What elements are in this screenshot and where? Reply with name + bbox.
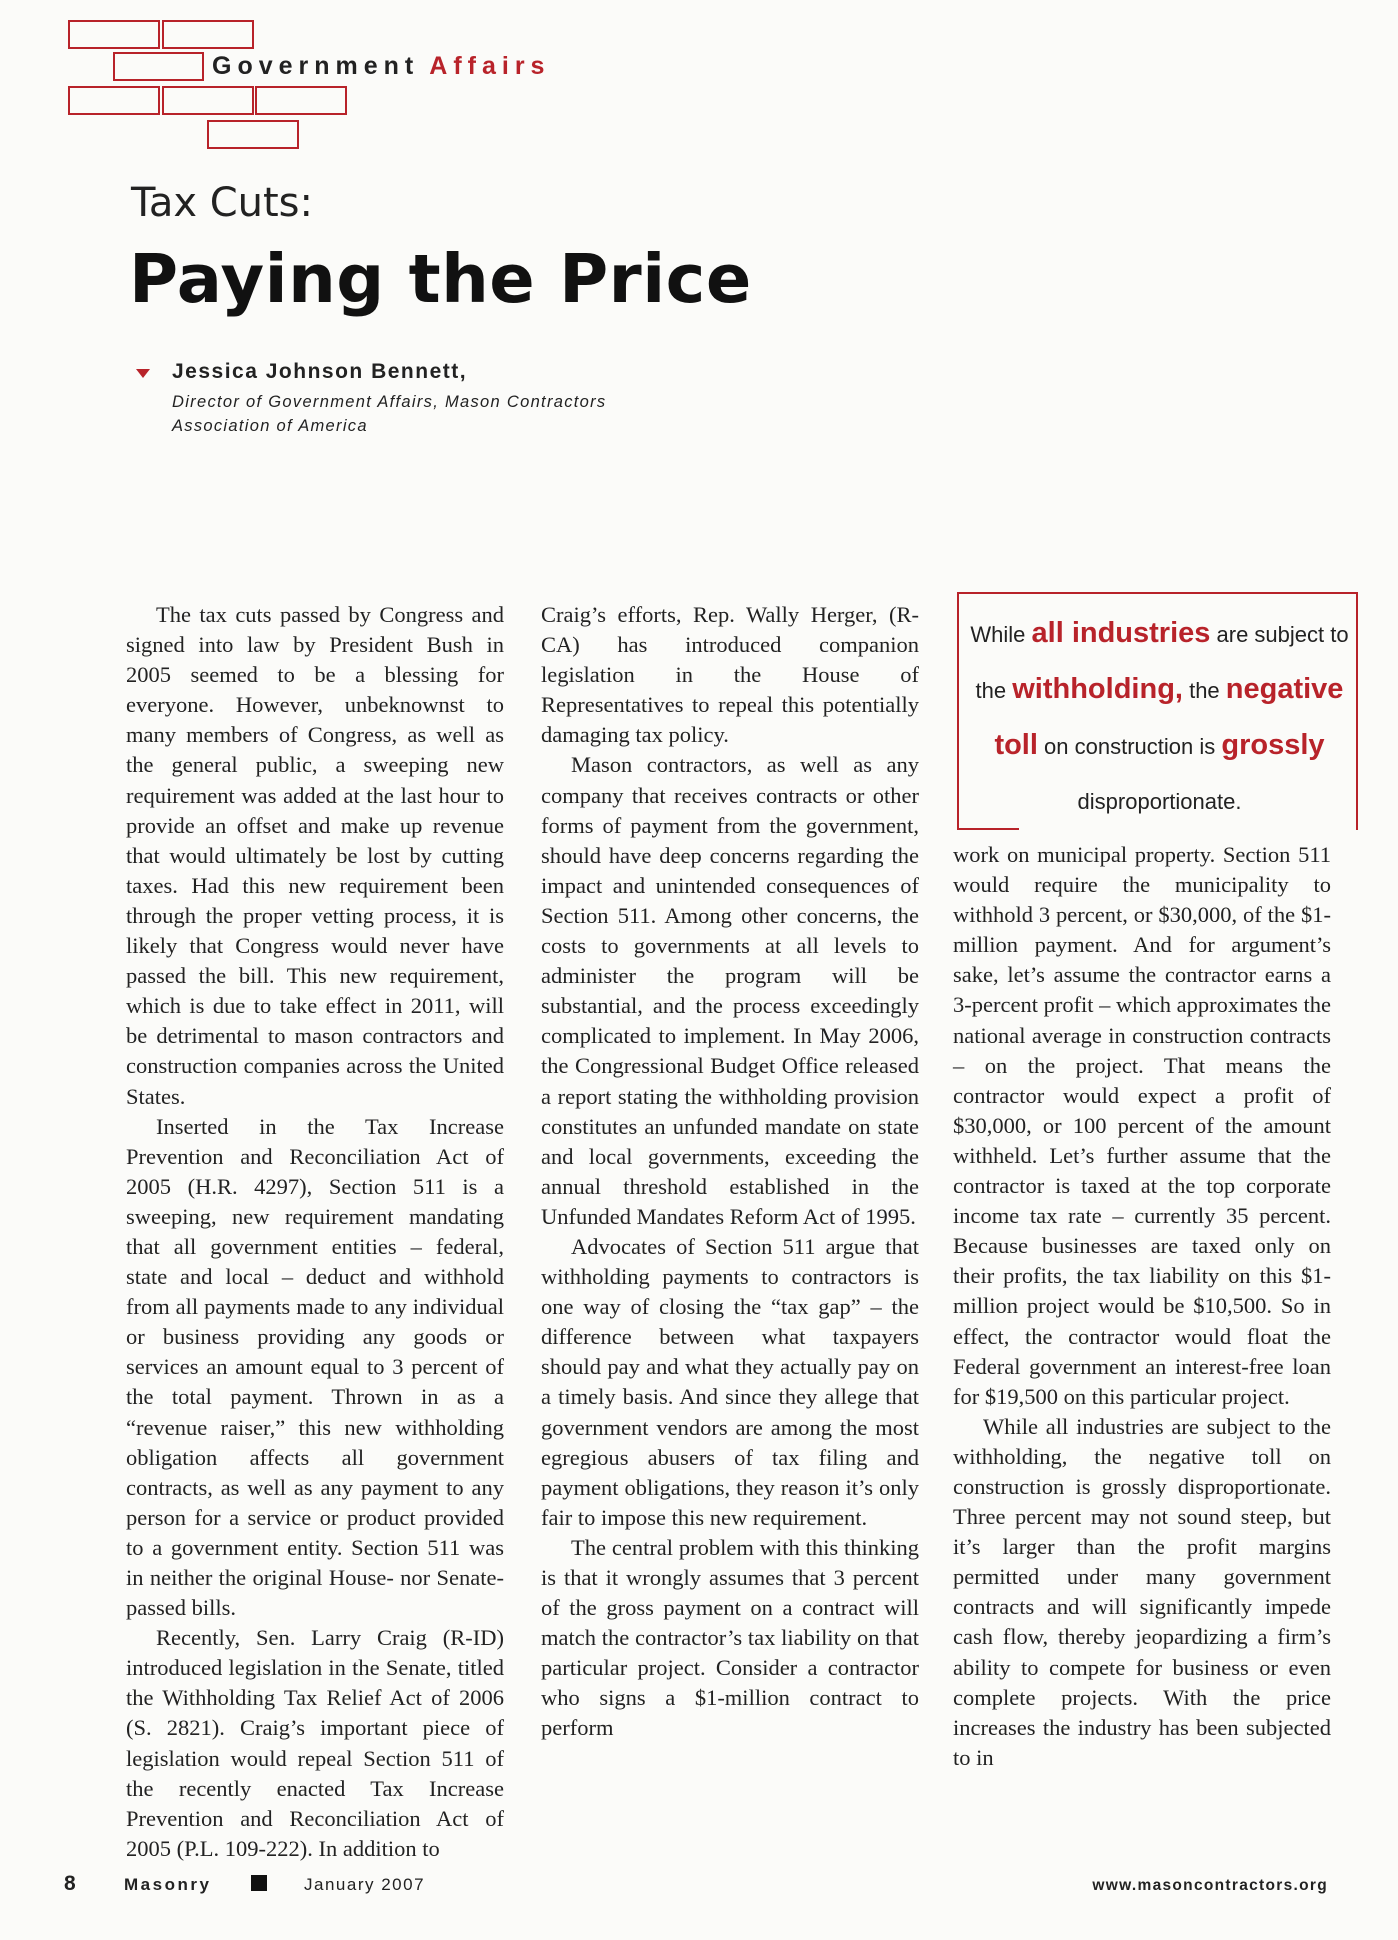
byline-title-line1: Director of Government Affairs, Mason Contractors bbox=[172, 393, 607, 411]
brick-icon bbox=[255, 86, 347, 115]
brick-icon bbox=[68, 20, 160, 49]
pull-quote-text: are subject to the bbox=[975, 622, 1349, 703]
section-label-word1: Government bbox=[212, 52, 420, 80]
paragraph: work on municipal property. Section 511 would require the municipality to withhold 3 percent, or $30,000, of the $1-million payment. And for argument’s sake, let’s assume the contractor earns a 3-percent profit – which approximates the national average in construction contracts – on the project. That means the contractor would expect a profit of $30,000, or 100 percent of the amount withheld. Let’s further assume that the contractor is taxed at the top corporate income tax rate – currently 35 percent. Because businesses are taxed only on their profits, the tax liability on this $1-million project would be $10,500. So in effect, the contractor would float the Federal government an interest-free loan for $19,500 on this particular project. bbox=[953, 842, 1331, 1409]
pull-quote-highlight: all industries bbox=[1031, 617, 1211, 649]
pull-quote-frame-left bbox=[957, 592, 959, 830]
byline-arrow-icon bbox=[136, 369, 150, 378]
brick-icon bbox=[162, 86, 254, 115]
pull-quote-text: disproportionate. bbox=[1077, 789, 1242, 814]
pull-quote-highlight: withholding, bbox=[1012, 673, 1183, 705]
pull-quote bbox=[962, 606, 1357, 829]
article-headline: Paying the Price bbox=[129, 240, 752, 318]
publication-name: Masonry bbox=[124, 1875, 212, 1894]
brick-icon bbox=[113, 52, 204, 81]
pull-quote-text: While bbox=[970, 622, 1032, 647]
paragraph: The central problem with this thinking is that it wrongly assumes that 3 percent of the gross payment on a contract will match the contractor’s tax liability on that particular project. Consider a contractor who signs a $1-million contract to perform bbox=[541, 1534, 919, 1741]
paragraph: Inserted in the Tax Increase Prevention and Reconciliation Act of 2005 (H.R. 4297), Section 511 is a sweeping, new requirement mandating that all government entities – federal, state and local – deduct and withhold from all payments made to any individual or business providing any goods or services an amount equal to 3 percent of the total payment. Thrown in as a “revenue raiser,” this new withholding obligation affects all government contracts, as well as any payment to any person for a service or product provided to a government entity. Section 511 was in neither the original House- nor Senate-passed bills. bbox=[126, 1113, 504, 1621]
paragraph: Mason contractors, as well as any company that receives contracts or other forms of payment from the government, should have deep concerns regarding the impact and unintended consequences of Section 511. Among other concerns, the costs to governments at all levels to administer the program will be substantial, and the process exceedingly complicated to implement. In May 2006, the Congressional Budget Office released a report stating the withholding provision constitutes an unfunded mandate on state and local governments, exceeding the annual threshold established in the Unfunded Mandates Reform Act of 1995. bbox=[541, 752, 919, 1229]
article-column-3 bbox=[953, 840, 1331, 1773]
pull-quote-text: on construction is bbox=[1037, 734, 1222, 759]
pull-quote-highlight: negative toll bbox=[994, 673, 1344, 761]
issue-date: January 2007 bbox=[304, 1875, 426, 1894]
paragraph: Recently, Sen. Larry Craig (R-ID) introduced legislation in the Senate, titled the Withholding Tax Relief Act of 2006 (S. 2821). Craig’s important piece of legislation would repeal Section 511 of the recently enacted Tax Increase Prevention and Reconciliation Act of 2005 (P.L. 109-222). In addition to bbox=[126, 1625, 504, 1861]
footer-square-icon bbox=[251, 1875, 267, 1891]
pull-quote-highlight: grossly bbox=[1221, 729, 1325, 761]
byline-author-title bbox=[172, 390, 792, 438]
section-label bbox=[212, 52, 550, 81]
paragraph: Craig’s efforts, Rep. Wally Herger, (R-CA) has introduced companion legislation in the House of Representatives to repeal this potentially damaging tax policy. bbox=[541, 602, 919, 748]
section-label-word2: Affairs bbox=[429, 52, 551, 80]
website-link[interactable]: www.masoncontractors.org bbox=[1092, 1877, 1328, 1894]
byline-author: Jessica Johnson Bennett, bbox=[172, 360, 468, 383]
article-column-2 bbox=[541, 600, 919, 1744]
brick-icon bbox=[68, 86, 160, 115]
brick-icon bbox=[162, 20, 254, 49]
brick-icon bbox=[207, 120, 299, 149]
page-number: 8 bbox=[64, 1872, 76, 1895]
article-kicker: Tax Cuts: bbox=[131, 180, 313, 226]
byline-title-line2: Association of America bbox=[172, 417, 368, 435]
pull-quote-text: the bbox=[1182, 678, 1226, 703]
paragraph: The tax cuts passed by Congress and signed into law by President Bush in 2005 seemed to be a blessing for everyone. However, unbeknownst to many members of Congress, as well as the general public, a sweeping new requirement was added at the last hour to provide an offset and make up revenue that would ultimately be lost by cutting taxes. Had this new requirement been through the proper vetting process, it is likely that Congress would never have passed the bill. This new requirement, which is due to take effect in 2011, will be detrimental to mason contractors and construction companies across the United States. bbox=[126, 602, 504, 1109]
paragraph: Advocates of Section 511 argue that withholding payments to contractors is one way of closing the “tax gap” – the difference between what taxpayers should pay and what they actually pay on a timely basis. And since they allege that government vendors are among the most egregious abusers of tax filing and payment obligations, they reason it’s only fair to impose this new requirement. bbox=[541, 1233, 919, 1530]
paragraph: While all industries are subject to the withholding, the negative toll on construction is grossly disproportionate. Three percent may not sound steep, but it’s larger than the profit margins permitted under many government contracts and will significantly impede cash flow, thereby jeopardizing a firm’s ability to compete for business or even complete projects. With the price increases the industry has been subjected to in bbox=[953, 1413, 1331, 1770]
page-footer bbox=[0, 1872, 1398, 1902]
article-column-1 bbox=[126, 600, 504, 1864]
